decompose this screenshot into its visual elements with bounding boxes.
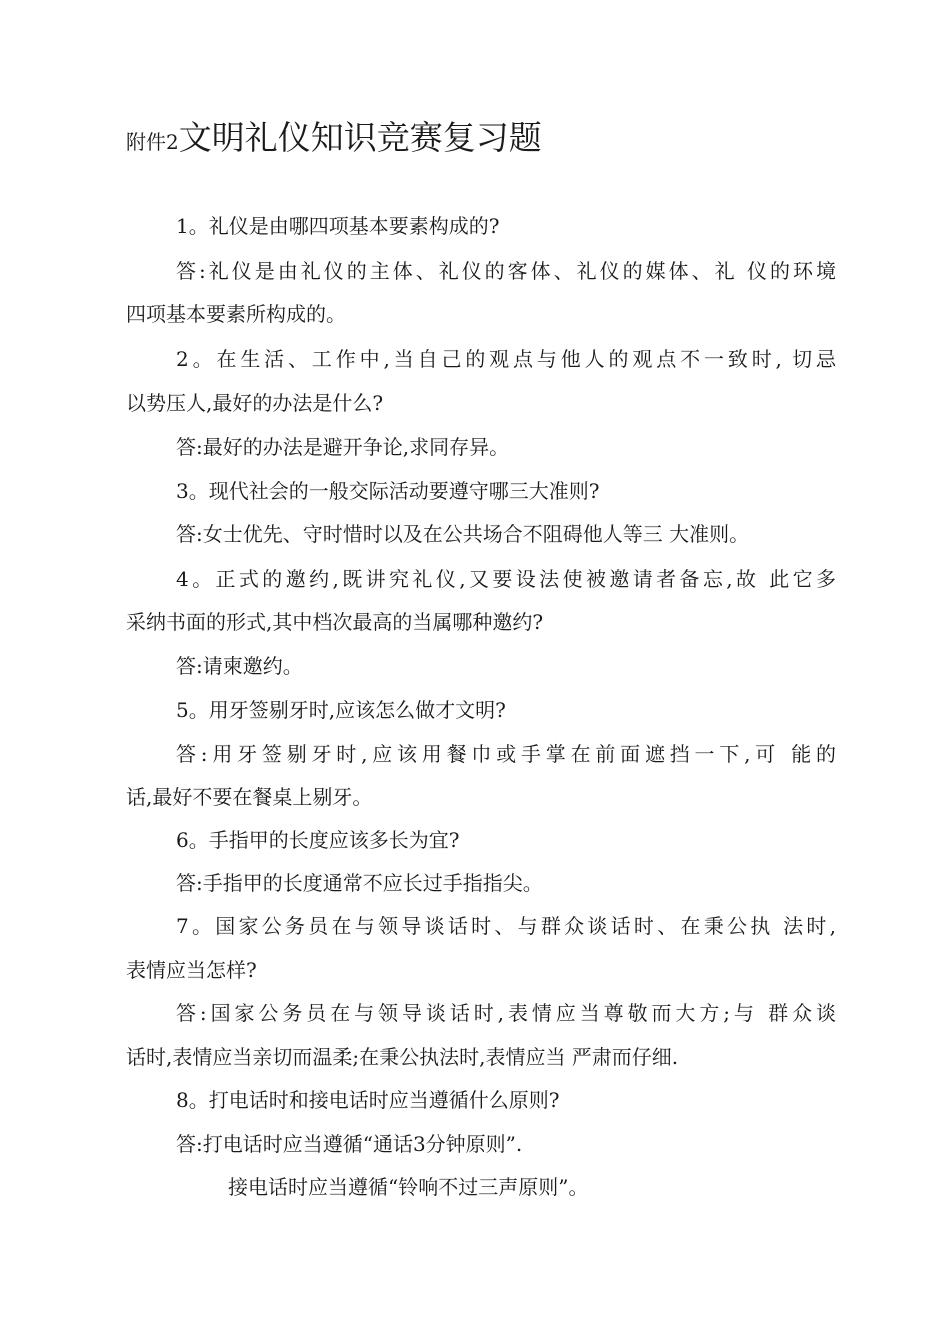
question-2-line-1: 2。在生活、工作中,当自己的观点与他人的观点不一致时, 切忌: [176, 347, 836, 371]
question-4-line-2: 采纳书面的形式,其中档次最高的当属哪种邀约?: [126, 610, 544, 634]
question-7-line-1: 7。国家公务员在与领导谈话时、与群众谈话时、在秉公执 法时,: [176, 914, 836, 938]
question-5: 5。用牙签剔牙时,应该怎么做才文明?: [176, 698, 506, 722]
answer-5-line-1: 答:用牙签剔牙时,应该用餐巾或手掌在前面遮挡一下,可 能的: [176, 742, 836, 766]
question-4-line-1: 4。正式的邀约,既讲究礼仪,又要设法使被邀请者备忘,故 此它多: [176, 567, 836, 591]
question-8: 8。打电话时和接电话时应当遵循什么原则?: [176, 1088, 560, 1112]
answer-5-line-2: 话,最好不要在餐桌上剔牙。: [126, 785, 373, 809]
answer-7-line-2: 话时,表情应当亲切而温柔;在秉公执法时,表情应当 严肃而仔细.: [126, 1045, 679, 1069]
title-line: [126, 112, 542, 159]
question-2-line-2: 以势压人,最好的办法是什么?: [126, 391, 384, 415]
answer-7-line-1: 答:国家公务员在与领导谈话时,表情应当尊敬而大方;与 群众谈: [176, 1001, 836, 1025]
attachment-label: 附件2: [126, 130, 179, 154]
answer-6: 答:手指甲的长度通常不应长过手指指尖。: [176, 871, 543, 895]
answer-4: 答:请柬邀约。: [176, 654, 303, 678]
question-6: 6。手指甲的长度应该多长为宜?: [176, 828, 460, 852]
answer-2: 答:最好的办法是避开争论,求同存异。: [176, 435, 510, 459]
question-3: 3。现代社会的一般交际活动要遵守哪三大准则?: [176, 479, 600, 503]
answer-1-line-2: 四项基本要素所构成的。: [126, 302, 346, 326]
question-1: 1。礼仪是由哪四项基本要素构成的?: [176, 214, 500, 238]
answer-8-line-2: 接电话时应当遵循“铃响不过三声原则”。: [228, 1175, 589, 1199]
page-title: 文明礼仪知识竞赛复习题: [178, 118, 542, 157]
answer-8-line-1: 答:打电话时应当遵循“通话3分钟原则”.: [176, 1132, 523, 1156]
answer-1-line-1: 答:礼仪是由礼仪的主体、礼仪的客体、礼仪的媒体、礼 仪的环境: [176, 259, 836, 283]
answer-3: 答:女士优先、守时惜时以及在公共场合不阻碍他人等三 大准则。: [176, 522, 750, 546]
question-7-line-2: 表情应当怎样?: [126, 958, 257, 982]
